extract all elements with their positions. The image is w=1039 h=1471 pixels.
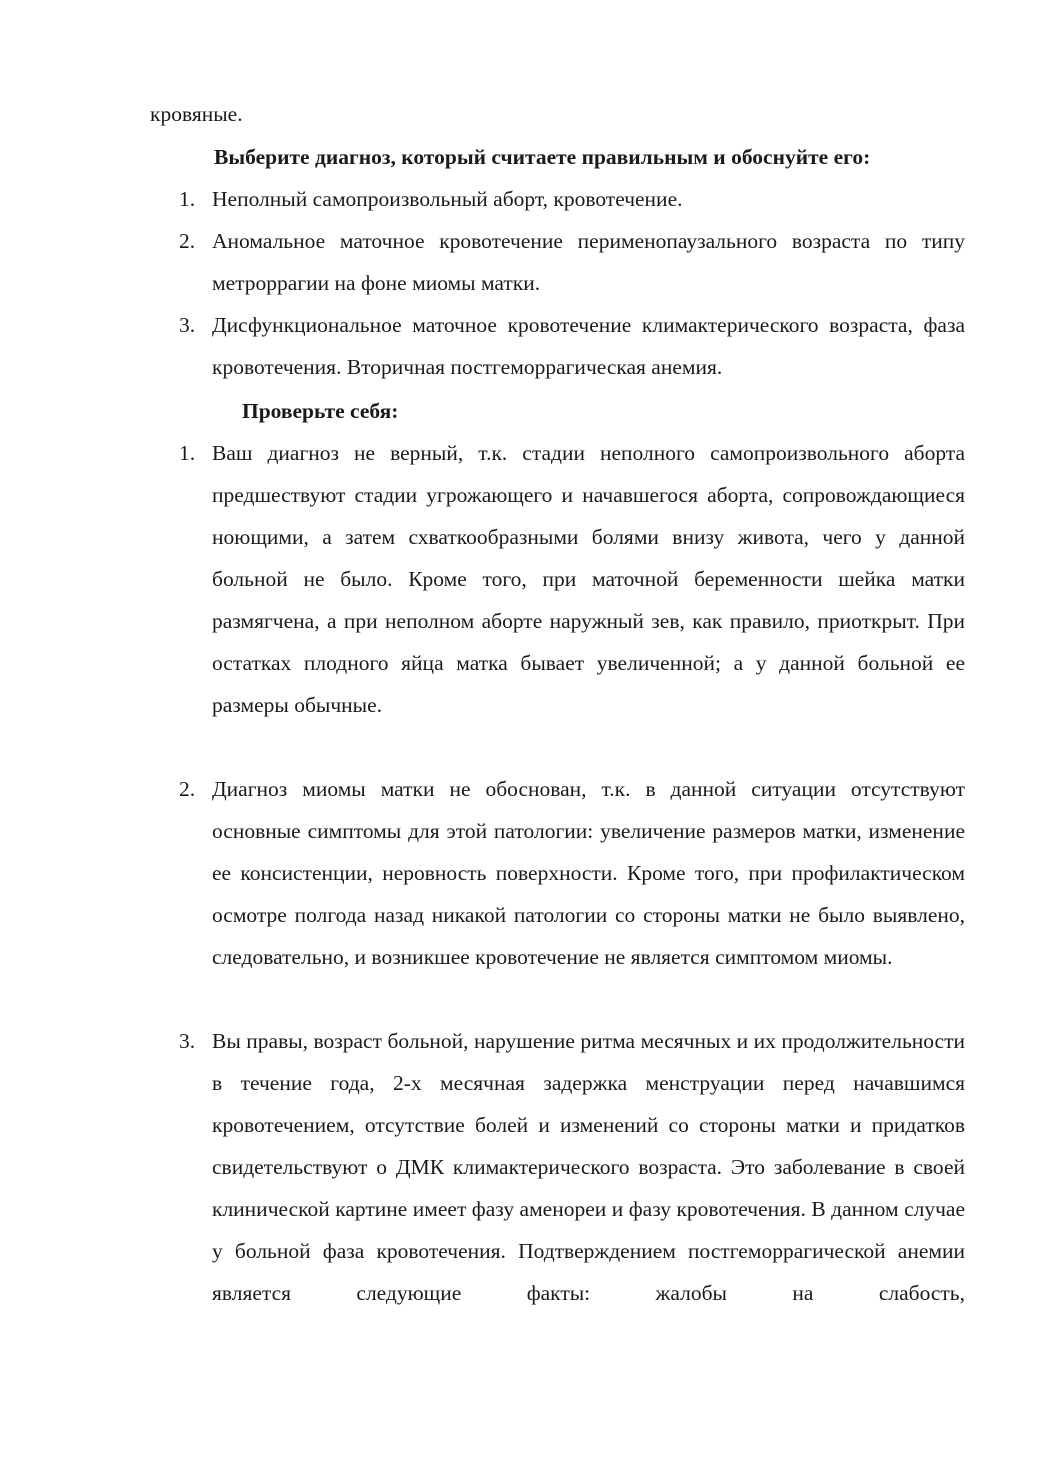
list-item <box>0 1020 1039 1356</box>
list-item-text: Вы правы, возраст больной, нарушение ритма месячных и их продолжительности в течение года, 2-х месячная задержка менструации перед начавшимся кровотечением, отсутствие болей и изменений со стороны матки и придатков свидетельствуют о ДМК климактерического возраста. Это заболевание в своей клинической картине имеет фазу аменореи и фазу кровотечения. В данном случае у больной фаза кровотечения. Подтверждением постгеморрагической анемии является следующие факты: жалобы на слабость, <box>212 1029 965 1305</box>
intro-fragment: кровяные. <box>150 102 243 126</box>
list-item-number: 3. <box>179 1029 196 1053</box>
list-item-text: Диагноз миомы матки не обоснован, т.к. в данной ситуации отсутствуют основные симптомы для этой патологии: увеличение размеров матки, изменение ее консистенции, неровность поверхности. Кроме того, при профилактическом осмотре полгода назад никакой патологии со стороны матки не было выявлено, следовательно, и возникшее кровотечение не является симптомом миомы. <box>212 777 965 969</box>
list-item-text: Неполный самопроизвольный аборт, кровотечение. <box>212 187 683 211</box>
list-item <box>0 304 1039 388</box>
list-item-number: 1. <box>179 441 196 465</box>
question-heading: Выберите диагноз, который считаете правильным и обоснуйте его: <box>214 145 871 169</box>
list-item-number: 3. <box>179 313 196 337</box>
list-item-text: Ваш диагноз не верный, т.к. стадии неполного самопроизвольного аборта предшествуют стадии угрожающего и начавшегося аборта, сопровождающиеся ноющими, а затем схваткообразными болями внизу живота, чего у данной больной не было. Кроме того, при маточной беременности шейка матки размягчена, а при неполном аборте наружный зев, как правило, приоткрыт. При остатках плодного яйца матка бывает увеличенной; а у данной больной ее размеры обычные. <box>212 441 965 717</box>
answers-list <box>0 432 1039 1356</box>
list-item-text: Аномальное маточное кровотечение перименопаузального возраста по типу метроррагии на фоне миомы матки. <box>212 229 965 295</box>
list-item-number: 2. <box>179 229 196 253</box>
list-item-number: 2. <box>179 777 196 801</box>
list-item <box>0 178 1039 220</box>
diagnosis-options-list <box>0 178 1039 388</box>
list-item-text: Дисфункциональное маточное кровотечение климактерического возраста, фаза кровотечения. Вторичная постгеморрагическая анемия. <box>212 313 965 379</box>
list-item-number: 1. <box>179 187 196 211</box>
list-item <box>0 768 1039 1020</box>
check-heading: Проверьте себя: <box>242 399 399 423</box>
list-item <box>0 432 1039 768</box>
list-item <box>0 220 1039 304</box>
